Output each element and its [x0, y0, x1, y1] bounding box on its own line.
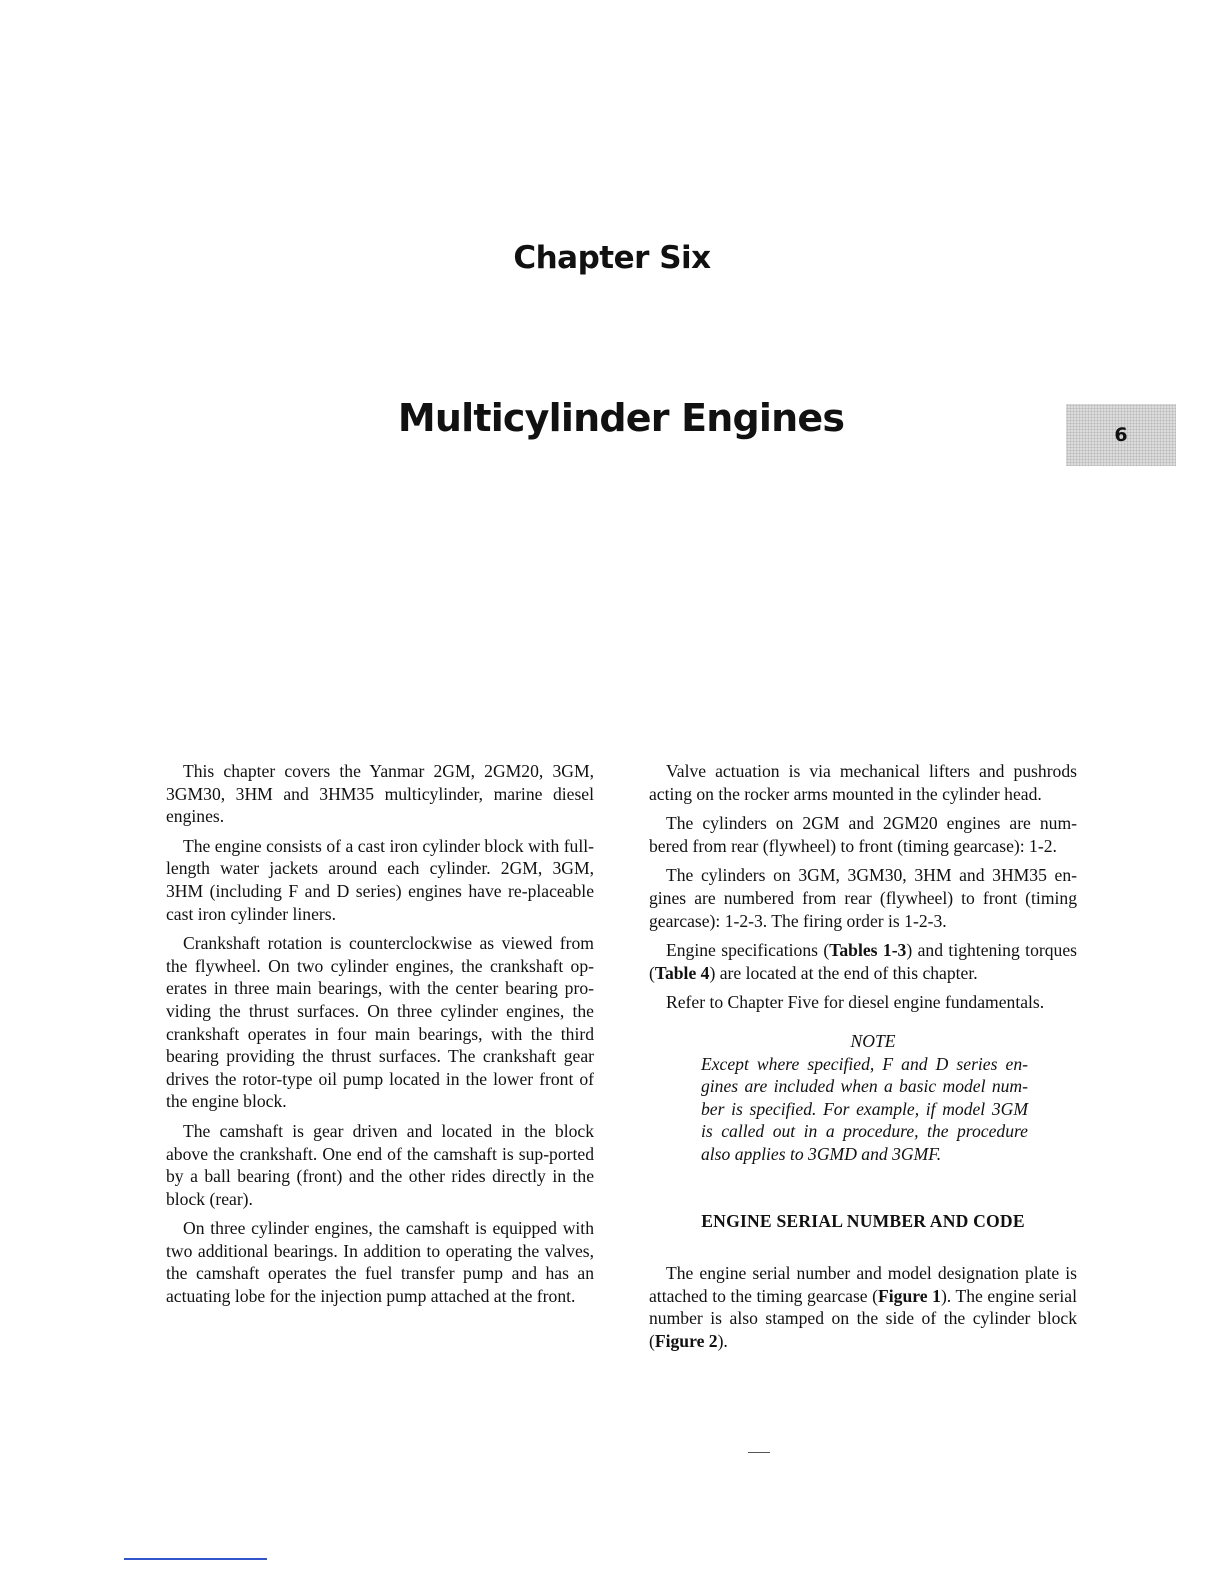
paragraph: The camshaft is gear driven and located in the block above the crankshaft. One end of the camshaft is sup-ported by a ball bearing (front) and the other rides directly in the block (rear). — [166, 1120, 594, 1209]
chapter-tab — [1066, 404, 1176, 466]
right-column — [649, 760, 1077, 1359]
paragraph — [649, 939, 1077, 984]
chapter-title: Multicylinder Engines — [397, 396, 845, 440]
paragraph: The cylinders on 2GM and 2GM20 engines are num-bered from rear (flywheel) to front (timing gearcase): 1-2. — [649, 813, 1077, 856]
paragraph: On three cylinder engines, the camshaft is equipped with two additional bearings. In addition to operating the valves, the camshaft operates the fuel transfer pump and has an actuating lobe for the injection pump attached at the front. — [166, 1218, 594, 1307]
paragraph: This chapter covers the Yanmar 2GM, 2GM20, 3GM, 3GM30, 3HM and 3HM35 multicylinder, marine diesel engines. — [166, 761, 594, 827]
text-run: ). — [717, 1330, 728, 1351]
text-run: The engine serial number and model designation plate is attached to the timing gearcase ( — [649, 1263, 1077, 1306]
paragraph: The engine consists of a cast iron cylinder block with full-length water jackets around each cylinder. 2GM, 3GM, 3HM (including F and D series) engines have re-placeable cast iron cylinder liners. — [166, 835, 594, 924]
table-reference: Tables 1-3 — [829, 940, 907, 961]
text-run: ) and tightening torques ( — [649, 940, 1077, 983]
paragraph: Refer to Chapter Five for diesel engine fundamentals. — [666, 992, 1045, 1013]
figure-reference: Figure 2 — [654, 1330, 718, 1351]
chapter-tab-number: 6 — [1114, 424, 1128, 446]
text-run: ). The engine serial number is also stamped on the side of the cylinder block ( — [649, 1285, 1077, 1351]
figure-reference: Figure 1 — [878, 1285, 941, 1306]
left-column — [166, 760, 594, 1315]
note-label: NOTE — [850, 1030, 896, 1051]
chapter-label: Chapter Six — [513, 240, 711, 276]
section-heading: ENGINE SERIAL NUMBER AND CODE — [701, 1210, 1025, 1231]
text-run: ) are located at the end of this chapter. — [709, 962, 978, 983]
note-text: Except where specified, F and D series en-gines are included when a basic model num-ber is specified. For example, if model 3GM is called out in a procedure, the procedure also applies to 3GMD and 3GMF. — [701, 1053, 1028, 1164]
table-reference: Table 4 — [654, 962, 710, 983]
footer-rule — [124, 1558, 267, 1560]
page-mark — [748, 1452, 770, 1453]
text-run: Engine specifications ( — [666, 940, 830, 961]
paragraph — [649, 1262, 1077, 1352]
paragraph: The cylinders on 3GM, 3GM30, 3HM and 3HM35 en-gines are numbered from rear (flywheel) to front (timing gearcase): 1-2-3. The firing order is 1-2-3. — [649, 865, 1077, 931]
paragraph: Valve actuation is via mechanical lifters and pushrods acting on the rocker arms mounted in the cylinder head. — [649, 761, 1077, 804]
paragraph: Crankshaft rotation is counterclockwise as viewed from the flywheel. On two cylinder engines, the crankshaft op-erates in three main bearings, with the center bearing pro-viding the thrust surfaces. On three cylinder engines, the crankshaft operates in four main bearings, with the third bearing providing the thrust surfaces. The crankshaft gear drives the rotor-type oil pump located in the lower front of the engine block. — [166, 933, 594, 1112]
